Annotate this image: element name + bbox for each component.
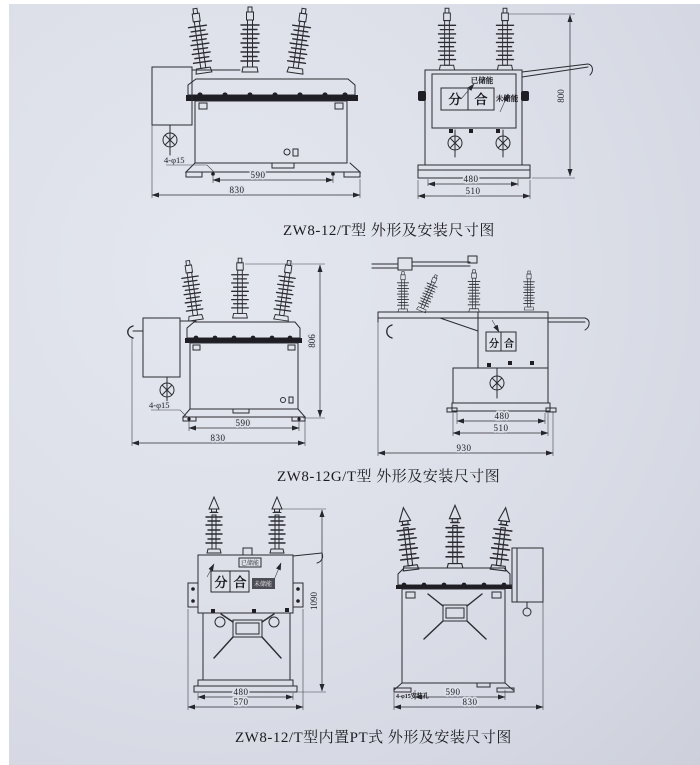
hole-label: 4-φ15 [164, 155, 185, 165]
dim-830: 830 [210, 433, 226, 443]
top-plate [188, 79, 355, 95]
bushing-rear [496, 8, 513, 70]
bushing-left [394, 507, 419, 571]
bushing-rear [269, 497, 285, 553]
mechanism-box [143, 318, 180, 377]
disconnector-post [397, 272, 408, 312]
side-bracket-left [188, 583, 198, 607]
pull-hook [128, 326, 133, 338]
bushing-right [273, 260, 298, 322]
tank [402, 589, 505, 683]
panel-screws [211, 608, 289, 613]
base [452, 403, 550, 411]
figure3-caption: ZW8-12/T型内置PT式 外形及安装尺寸图 [235, 730, 512, 746]
manual-operation-hole [163, 129, 177, 151]
figure-zw8-12gt-front-view [115, 255, 350, 457]
panel-screws [449, 129, 500, 133]
x-brace [214, 614, 281, 658]
dim-830: 830 [462, 697, 478, 707]
side-hook-right [521, 91, 529, 101]
nameplate-screw [284, 149, 290, 155]
lifting-arm [548, 318, 585, 322]
dim-590: 590 [250, 170, 266, 180]
pull-ring [523, 608, 531, 616]
bushing-front [206, 497, 222, 553]
figure1-caption: ZW8-12/T型 外形及安装尺寸图 [283, 223, 495, 239]
disconnector-blade [416, 273, 441, 313]
bushing-front [438, 8, 455, 70]
hole-label: 4-φ15安装孔 [396, 694, 429, 700]
figure-zw8-12t-pt-side-view [175, 500, 340, 720]
panel-screws [487, 361, 534, 367]
figure-zw8-12t-pt-front-view [388, 500, 648, 715]
pull-hook [387, 325, 392, 338]
bushing-front [468, 270, 480, 312]
hole-label: 4-φ15 [149, 400, 170, 410]
bushing-middle [232, 258, 249, 318]
dim-510: 510 [493, 423, 509, 433]
nameplate-screw [281, 398, 286, 403]
figure-zw8-12t-side-view [400, 5, 645, 217]
top-plate [398, 568, 510, 585]
panel-label-close: 合 [233, 575, 247, 590]
bushing-right [286, 7, 313, 74]
dim-480: 480 [463, 174, 479, 184]
dim-570: 570 [233, 697, 249, 707]
figure-zw8-12gt-side-view [368, 253, 643, 463]
lifting-arm [293, 553, 322, 556]
x-brace [424, 594, 486, 639]
dim-806: 806 [307, 334, 317, 348]
dim-930: 930 [456, 443, 472, 453]
bushing-rear [524, 271, 535, 310]
panel-label-close: 合 [474, 92, 488, 107]
bushing-left [186, 7, 213, 74]
dim-590: 590 [235, 418, 251, 428]
panel-label-close: 合 [504, 339, 514, 350]
tank [195, 101, 347, 163]
lower-frame [453, 368, 548, 403]
figure2-caption: ZW8-12G/T型 外形及安装尺寸图 [277, 469, 501, 485]
operation-hole [490, 372, 504, 394]
operation-hole-2 [496, 132, 510, 154]
base-plate [198, 680, 293, 686]
panel-label-uncharged: 未储能 [495, 94, 519, 103]
panel-label-charged: 已储能 [470, 76, 494, 85]
panel-label-open: 分 [489, 339, 499, 350]
dim-830: 830 [229, 185, 245, 195]
top-plate [187, 322, 300, 338]
operation-hole-1 [448, 132, 462, 154]
dim-590: 590 [445, 687, 461, 697]
bus-bar [396, 585, 512, 589]
panel-label-charged: 已储能 [240, 561, 260, 567]
dim-480: 480 [494, 411, 510, 421]
lifting-arm [522, 64, 588, 77]
manual-operation-hole [160, 379, 174, 401]
side-bracket-right [293, 583, 303, 607]
linkage-bar [412, 262, 470, 266]
tank [190, 343, 298, 409]
bushing-middle [241, 7, 259, 72]
window [443, 605, 467, 621]
mounting-beam [378, 312, 548, 322]
side-hook-left [418, 91, 426, 101]
linkage-box [398, 258, 412, 270]
panel-label-open: 分 [214, 575, 228, 590]
dim-800: 800 [556, 89, 566, 103]
bushing-left [179, 260, 204, 322]
panel-label-open: 分 [448, 92, 462, 107]
bushing-right [489, 507, 514, 571]
dim-510: 510 [465, 186, 481, 196]
bus-bar [185, 338, 302, 343]
dim-480: 480 [233, 687, 249, 697]
dim-1090: 1090 [309, 592, 319, 610]
bushing-middle [446, 505, 464, 568]
figure-zw8-12t-front-view [85, 5, 385, 217]
bus-bar [186, 95, 358, 101]
panel-label-uncharged: 未储能 [253, 582, 273, 588]
